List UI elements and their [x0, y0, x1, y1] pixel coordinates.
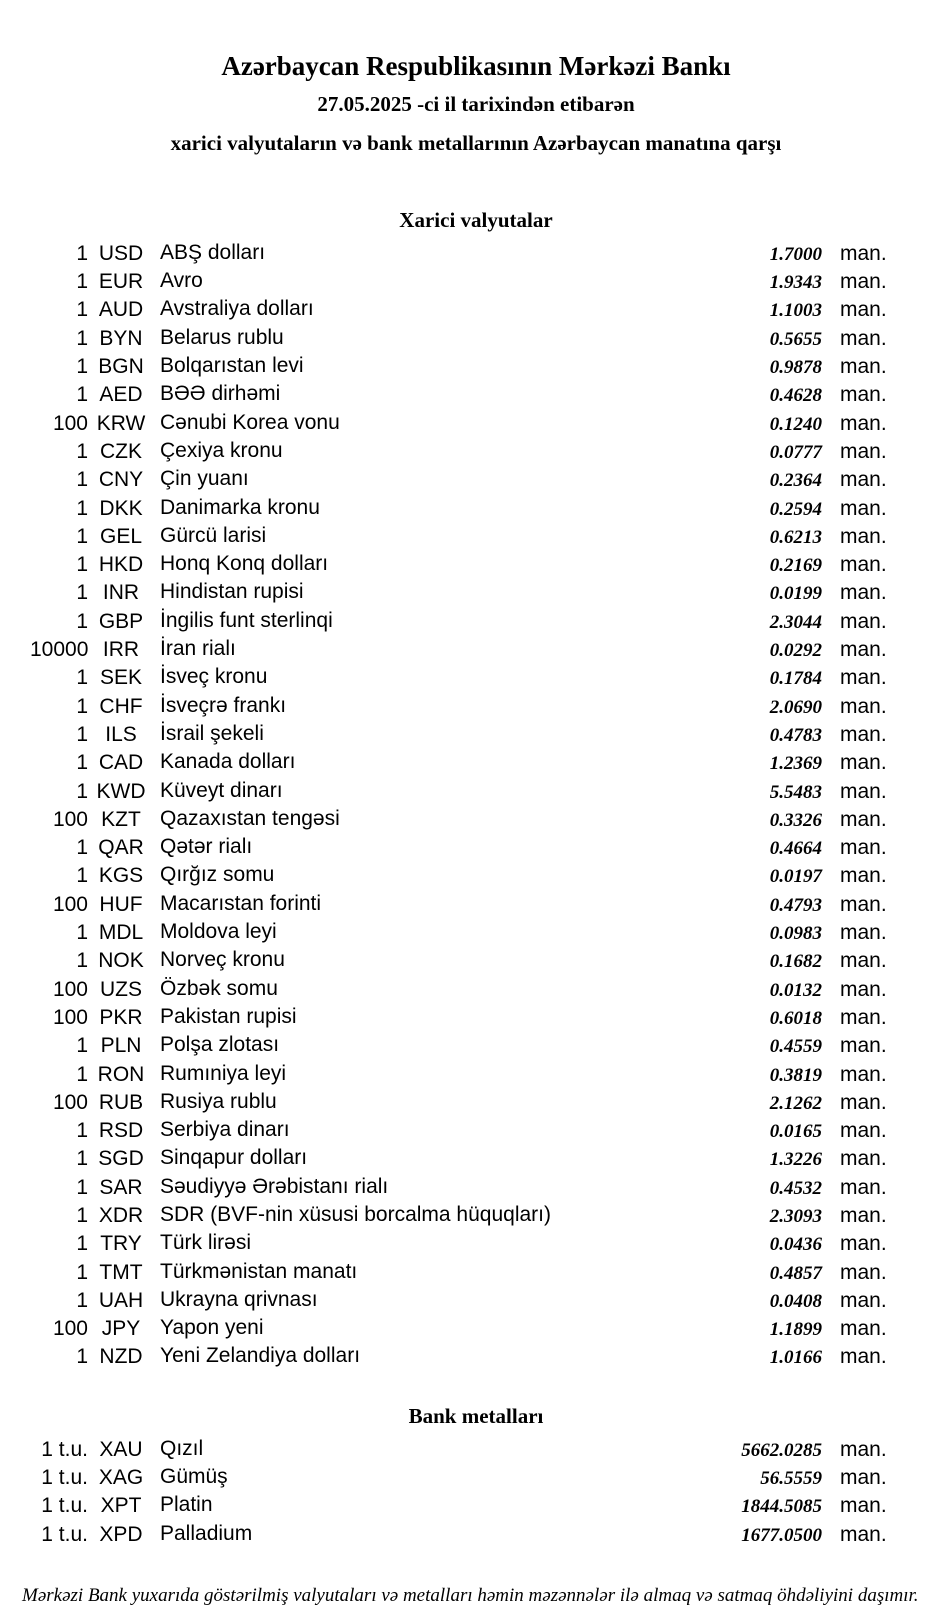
currency-name: İngilis funt sterlinqi [160, 608, 333, 632]
currency-code: XAU [99, 1437, 143, 1461]
rate-value: 0.0292 [769, 640, 822, 662]
currency-code: CNY [98, 468, 144, 492]
quantity: 1 [76, 1034, 88, 1058]
currencies-section-title: Xarici valyutalar [399, 207, 553, 232]
rate-value: 2.3044 [769, 611, 822, 633]
unit-label: man. [840, 1260, 887, 1284]
quantity: 1 [76, 609, 88, 633]
quantity: 1 [76, 694, 88, 718]
unit-label: man. [840, 638, 887, 662]
rate-value: 0.4628 [769, 385, 822, 407]
rate-value: 0.0436 [769, 1234, 822, 1256]
quantity: 1 [76, 270, 88, 294]
currency-code: BYN [99, 326, 143, 350]
quantity: 1 [76, 1147, 88, 1171]
currency-name: Avro [160, 269, 203, 293]
currency-code: IRR [102, 638, 140, 662]
rate-value: 0.4857 [769, 1262, 822, 1284]
currency-name: Çexiya kronu [160, 438, 283, 462]
rate-value: 0.1682 [769, 951, 822, 973]
rate-value: 2.1262 [769, 1092, 822, 1114]
unit-label: man. [840, 1288, 887, 1312]
currency-code: JPY [101, 1317, 141, 1341]
currency-code: EUR [98, 270, 144, 294]
rate-row [30, 636, 888, 664]
currency-code: UZS [100, 977, 142, 1001]
currency-name: Palladium [160, 1521, 253, 1545]
rate-row [30, 721, 888, 749]
currency-name: Qızıl [160, 1436, 204, 1460]
quantity: 1 [76, 524, 88, 548]
unit-label: man. [840, 977, 887, 1001]
quantity: 1 [76, 326, 88, 350]
currency-name: Yeni Zelandiya dolları [160, 1344, 361, 1368]
rate-row [30, 466, 888, 494]
rate-row [30, 296, 888, 324]
quantity: 1 [76, 1175, 88, 1199]
unit-label: man. [840, 1062, 887, 1086]
rate-value: 0.1784 [769, 668, 822, 690]
rate-row [30, 1315, 888, 1343]
rate-row [30, 1174, 888, 1202]
quantity: 1 [76, 779, 88, 803]
rate-row [30, 664, 888, 692]
quantity: 1 [76, 241, 88, 265]
currency-name: BƏƏ dirhəmi [160, 382, 281, 406]
rate-row [30, 1287, 888, 1315]
quantity: 1 t.u. [41, 1522, 88, 1546]
currency-name: Cənubi Korea vonu [160, 410, 340, 434]
currency-code: AUD [98, 298, 144, 322]
rate-value: 1.7000 [769, 243, 822, 265]
currency-code: QAR [98, 836, 144, 860]
rate-value: 0.2364 [769, 470, 822, 492]
currency-name: İsveç kronu [160, 665, 268, 689]
rate-row [30, 1145, 888, 1173]
rate-value: 0.0197 [769, 866, 822, 888]
currency-name: Ukrayna qrivnası [160, 1287, 318, 1311]
unit-label: man. [840, 1494, 887, 1518]
currency-name: Belarus rublu [160, 325, 284, 349]
rate-value: 0.5655 [769, 328, 822, 350]
unit-label: man. [840, 1090, 887, 1114]
rate-value: 0.0165 [769, 1121, 822, 1143]
rate-row [30, 778, 888, 806]
rate-value: 2.3093 [769, 1205, 822, 1227]
currency-name: Qırğız somu [160, 863, 275, 887]
quantity: 1 [76, 1232, 88, 1256]
rate-row [30, 325, 888, 353]
rate-row [30, 1032, 888, 1060]
currency-code: INR [102, 581, 140, 605]
metal-rate-table [0, 1436, 952, 1549]
currency-code: CHF [99, 694, 143, 718]
unit-label: man. [840, 1119, 887, 1143]
rate-value: 0.6018 [769, 1007, 822, 1029]
unit-label: man. [840, 779, 887, 803]
rate-row [30, 919, 888, 947]
currency-code: HKD [98, 553, 144, 577]
currency-name: SDR (BVF-nin xüsusi borcalma hüquqları) [160, 1202, 551, 1226]
currency-name: ABŞ dolları [160, 240, 266, 264]
currency-name: Rusiya rublu [160, 1089, 277, 1113]
quantity: 1 [76, 751, 88, 775]
quantity: 1 [76, 298, 88, 322]
currency-code: BGN [98, 355, 144, 379]
currency-code: GEL [99, 524, 143, 548]
currency-code: RUB [98, 1090, 144, 1114]
rate-row [30, 1259, 888, 1287]
currency-code: KRW [96, 411, 146, 435]
currency-code: PLN [100, 1034, 142, 1058]
currency-code: NOK [98, 949, 144, 973]
quantity: 1 [76, 1119, 88, 1143]
unit-label: man. [840, 807, 887, 831]
rate-row [30, 1117, 888, 1145]
rate-value: 1677.0500 [741, 1524, 822, 1546]
quantity: 100 [52, 411, 88, 435]
currency-name: Türk lirəsi [160, 1231, 252, 1255]
rate-row [30, 240, 888, 268]
rate-value: 1.9343 [769, 272, 822, 294]
currency-name: Türkmənistan manatı [160, 1259, 358, 1283]
unit-label: man. [840, 241, 887, 265]
rate-value: 0.4559 [769, 1036, 822, 1058]
quantity: 1 [76, 468, 88, 492]
currency-code: KGS [98, 864, 144, 888]
quantity: 1 [76, 1203, 88, 1227]
unit-label: man. [840, 1203, 887, 1227]
currency-code: XPD [99, 1522, 143, 1546]
rate-row [30, 693, 888, 721]
currency-code: DKK [99, 496, 143, 520]
unit-label: man. [840, 666, 887, 690]
quantity: 1 [76, 836, 88, 860]
unit-label: man. [840, 326, 887, 350]
currency-code: KWD [96, 779, 146, 803]
rate-row [30, 806, 888, 834]
rate-value: 0.0983 [769, 923, 822, 945]
rate-value: 1.2369 [769, 753, 822, 775]
rate-row [30, 1436, 888, 1464]
quantity: 1 [76, 1062, 88, 1086]
rate-value: 1844.5085 [741, 1496, 822, 1518]
rate-value: 0.9878 [769, 357, 822, 379]
unit-label: man. [840, 581, 887, 605]
rate-row [30, 1202, 888, 1230]
currency-name: Çin yuanı [160, 467, 249, 491]
quantity: 100 [52, 807, 88, 831]
currency-code: KZT [101, 807, 141, 831]
unit-label: man. [840, 439, 887, 463]
quantity: 1 [76, 864, 88, 888]
unit-label: man. [840, 298, 887, 322]
unit-label: man. [840, 1466, 887, 1490]
unit-label: man. [840, 496, 887, 520]
rate-value: 0.2594 [769, 498, 822, 520]
unit-label: man. [840, 836, 887, 860]
unit-label: man. [840, 1005, 887, 1029]
currency-name: Pakistan rupisi [160, 1004, 297, 1028]
quantity: 1 [76, 439, 88, 463]
unit-label: man. [840, 1232, 887, 1256]
unit-label: man. [840, 553, 887, 577]
currency-code: TMT [99, 1260, 143, 1284]
unit-label: man. [840, 1175, 887, 1199]
currency-rate-table [0, 240, 952, 1372]
effective-date: 27.05.2025 -ci il tarixindən etibarən [317, 92, 635, 117]
rate-row [30, 523, 888, 551]
rate-row [30, 1492, 888, 1520]
rate-row [30, 976, 888, 1004]
quantity: 1 [76, 355, 88, 379]
unit-label: man. [840, 1345, 887, 1369]
currency-name: Polşa zlotası [160, 1033, 280, 1057]
rate-value: 0.1240 [769, 413, 822, 435]
rate-value: 1.3226 [769, 1149, 822, 1171]
currency-name: Macarıstan forinti [160, 891, 322, 915]
currency-code: HUF [99, 892, 143, 916]
quantity: 1 [76, 1260, 88, 1284]
rate-value: 0.4783 [769, 724, 822, 746]
quantity: 100 [52, 1090, 88, 1114]
unit-label: man. [840, 694, 887, 718]
rate-row [30, 410, 888, 438]
rate-row [30, 1464, 888, 1492]
quantity: 100 [52, 1005, 88, 1029]
quantity: 1 [76, 1345, 88, 1369]
rate-row [30, 834, 888, 862]
quantity: 1 [76, 666, 88, 690]
currency-code: XAG [98, 1466, 144, 1490]
rate-value: 0.4793 [769, 894, 822, 916]
currency-code: USD [98, 241, 144, 265]
quantity: 1 [76, 553, 88, 577]
quantity: 1 t.u. [41, 1437, 88, 1461]
quantity: 100 [52, 977, 88, 1001]
unit-label: man. [840, 609, 887, 633]
rate-row [30, 1521, 888, 1549]
currency-name: Norveç kronu [160, 948, 285, 972]
currency-name: Qətər rialı [160, 835, 253, 859]
unit-label: man. [840, 892, 887, 916]
unit-label: man. [840, 1147, 887, 1171]
currency-code: SAR [99, 1175, 143, 1199]
rate-row [30, 1343, 888, 1371]
unit-label: man. [840, 468, 887, 492]
unit-label: man. [840, 524, 887, 548]
rate-value: 0.0777 [769, 441, 822, 463]
rate-row [30, 608, 888, 636]
rate-value: 0.4664 [769, 838, 822, 860]
rate-value: 0.0408 [769, 1290, 822, 1312]
rate-value: 1.1899 [769, 1319, 822, 1341]
currency-name: Danimarka kronu [160, 495, 320, 519]
rate-value: 2.0690 [769, 696, 822, 718]
unit-label: man. [840, 949, 887, 973]
currency-name: Honq Konq dolları [160, 552, 329, 576]
quantity: 1 t.u. [41, 1494, 88, 1518]
rate-value: 0.4532 [769, 1177, 822, 1199]
currency-code: ILS [105, 722, 137, 746]
currency-name: Sinqapur dolları [160, 1146, 308, 1170]
rate-value: 0.0132 [769, 979, 822, 1001]
rate-row [30, 353, 888, 381]
rate-value: 0.3326 [769, 809, 822, 831]
currency-name: Serbiya dinarı [160, 1118, 290, 1142]
rate-value: 0.6213 [769, 526, 822, 548]
quantity: 1 [76, 949, 88, 973]
currency-name: Qazaxıstan tengəsi [160, 806, 340, 830]
quantity: 10000 [30, 638, 89, 662]
currency-name: Özbək somu [160, 976, 278, 1000]
rate-value: 0.2169 [769, 555, 822, 577]
currency-name: Kanada dolları [160, 750, 296, 774]
currency-name: Rumıniya leyi [160, 1061, 287, 1085]
currency-name: Hindistan rupisi [160, 580, 304, 604]
currency-name: Moldova leyi [160, 920, 277, 944]
unit-label: man. [840, 921, 887, 945]
currency-name: Avstraliya dolları [160, 297, 314, 321]
unit-label: man. [840, 383, 887, 407]
quantity: 1 t.u. [41, 1466, 88, 1490]
rate-row [30, 381, 888, 409]
unit-label: man. [840, 722, 887, 746]
currency-name: Gümüş [160, 1465, 228, 1489]
currency-code: XDR [98, 1203, 144, 1227]
currency-code: PKR [99, 1005, 143, 1029]
currency-name: İran rialı [160, 637, 236, 661]
unit-label: man. [840, 355, 887, 379]
quantity: 1 [76, 921, 88, 945]
quantity: 1 [76, 383, 88, 407]
unit-label: man. [840, 1522, 887, 1546]
currency-code: NZD [99, 1345, 143, 1369]
currency-name: Bolqarıstan levi [160, 354, 304, 378]
currency-code: RON [97, 1062, 145, 1086]
rate-row [30, 947, 888, 975]
rate-value: 5662.0285 [741, 1439, 822, 1461]
currency-code: SGD [98, 1147, 144, 1171]
disclaimer-note: Mərkəzi Bank yuxarıda göstərilmiş valyutaları və metalları həmin məzənnələr ilə almaq və satmaq öhdəliyini daşımır. [22, 1584, 919, 1606]
rate-value: 0.3819 [769, 1064, 822, 1086]
rate-row [30, 579, 888, 607]
currency-code: RSD [98, 1119, 144, 1143]
rate-value: 1.0166 [769, 1347, 822, 1369]
page-title: Azərbaycan Respublikasının Mərkəzi Bankı [221, 51, 731, 81]
quantity: 1 [76, 722, 88, 746]
unit-label: man. [840, 411, 887, 435]
currency-name: Gürcü larisi [160, 523, 267, 547]
unit-label: man. [840, 751, 887, 775]
quantity: 100 [52, 892, 88, 916]
currency-code: SEK [99, 666, 143, 690]
currency-name: İsrail şekeli [160, 721, 264, 745]
unit-label: man. [840, 1437, 887, 1461]
quantity: 1 [76, 496, 88, 520]
currency-code: XPT [100, 1494, 142, 1518]
rate-row [30, 1230, 888, 1258]
currency-code: MDL [98, 921, 144, 945]
currency-name: Platin [160, 1493, 213, 1517]
rate-row [30, 891, 888, 919]
quantity: 1 [76, 1288, 88, 1312]
rate-value: 0.0199 [769, 583, 822, 605]
rate-row [30, 438, 888, 466]
currency-code: TRY [100, 1232, 142, 1256]
rate-row [30, 1089, 888, 1117]
currency-name: Səudiyyə Ərəbistanı rialı [160, 1174, 389, 1198]
currency-name: Küveyt dinarı [160, 778, 283, 802]
currency-code: GBP [98, 609, 144, 633]
currency-code: CAD [98, 751, 144, 775]
unit-label: man. [840, 1317, 887, 1341]
currency-code: UAH [98, 1288, 144, 1312]
quantity: 1 [76, 581, 88, 605]
currency-name: İsveçrə frankı [160, 693, 287, 717]
unit-label: man. [840, 1034, 887, 1058]
rate-row [30, 1061, 888, 1089]
rate-row [30, 268, 888, 296]
rate-value: 56.5559 [760, 1468, 822, 1490]
rate-row [30, 495, 888, 523]
rate-value: 1.1003 [769, 300, 822, 322]
rate-row [30, 1004, 888, 1032]
rate-row [30, 551, 888, 579]
quantity: 100 [52, 1317, 88, 1341]
rate-row [30, 749, 888, 777]
currency-name: Yapon yeni [160, 1316, 264, 1340]
currency-code: CZK [100, 439, 142, 463]
rate-value: 5.5483 [769, 781, 822, 803]
unit-label: man. [840, 864, 887, 888]
rate-row [30, 862, 888, 890]
unit-label: man. [840, 270, 887, 294]
page-subtitle: xarici valyutaların və bank metallarının Azərbaycan manatına qarşı [170, 130, 782, 155]
metals-section-title: Bank metalları [408, 1403, 544, 1428]
currency-code: AED [99, 383, 143, 407]
